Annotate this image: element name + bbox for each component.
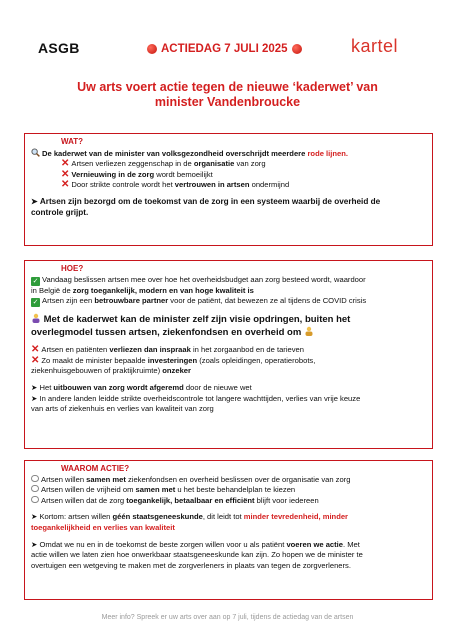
list-item: ✕ Door strikte controle wordt het vertrouwen in artsen ondermijnd [61, 179, 290, 191]
event-banner [147, 43, 302, 55]
list-item: Artsen willen samen met ziekenfondsen en overheid beslissen over de organisatie van zorg [31, 475, 426, 486]
hoe-statement: Met de kaderwet kan de minister zelf zijn visie opdringen, buiten het [31, 313, 426, 326]
list-item: Artsen willen de vrijheid om samen met u het beste behandelplan te kiezen [31, 485, 426, 496]
header [0, 0, 455, 70]
arrow-icon: ➤ [31, 512, 40, 522]
list-item: Artsen willen dat de zorg toegankelijk, betaalbaar en efficiënt blijft voor iedereen [31, 496, 426, 507]
arrow-icon: ➤ [31, 196, 40, 206]
section-hoe [24, 260, 433, 449]
check-icon: ✓ [32, 299, 39, 307]
waarom-closing-3: overtuigen een wetgeving te maken met de zorgverleners in plaats van tegen de zorgverleners. [31, 560, 351, 570]
cross-icon: ✕ [61, 179, 70, 191]
hoe-statement-2: overlegmodel tussen artsen, ziekenfondsen en overheid om [31, 326, 426, 339]
cross-icon: ✕ [31, 344, 40, 356]
wat-intro: De kaderwet van de minister van volksgezondheid overschrijdt meerdere rode lijnen. [31, 148, 426, 160]
list-item: ✕ Vernieuwing in de zorg wordt bemoeilijkt [61, 168, 213, 180]
section-wat [24, 133, 433, 246]
page-title: Uw arts voert actie tegen de nieuwe ‘kaderwet’ van minister Vandenbroucke [77, 80, 378, 109]
hoe-cross-2: ✕ Zo maakt de minister bepaalde investeringen (zoals opleidingen, operatierobots, [31, 354, 316, 366]
arrow-icon: ➤ [31, 393, 40, 403]
arrow-icon: ➤ [31, 539, 40, 549]
person-icon [31, 313, 41, 323]
speech-bubble-icon [31, 475, 39, 482]
red-circle-icon [292, 44, 302, 54]
hoe-paragraph-1: ✓ Vandaag beslissen artsen mee over hoe het overheidsbudget aan zorg besteed wordt, waardoor [32, 274, 366, 285]
section-heading: WAAROM ACTIE? [61, 464, 130, 473]
cross-icon: ✕ [31, 354, 40, 366]
waarom-kortom: ➤ Kortom: artsen willen géén staatsgeneeskunde, dit leidt tot minder tevredenheid, minder [31, 512, 349, 522]
wat-conclusion-2: controle grijpt. [31, 207, 89, 217]
speech-bubble-icon [31, 485, 39, 492]
cross-icon: ✕ [61, 158, 70, 170]
event-label: ACTIEDAG 7 JULI 2025 [161, 43, 288, 55]
list-item: ✕ Artsen verliezen zeggenschap in de organisatie van zorg [61, 158, 266, 170]
section-waarom [24, 460, 433, 600]
section-heading: HOE? [61, 264, 84, 273]
cross-icon: ✕ [61, 168, 70, 180]
wat-conclusion: ➤ Artsen zijn bezorgd om de toekomst van de zorg in een systeem waarbij de overheid de [31, 196, 381, 206]
hoe-arrow-1: ➤ Het uitbouwen van zorg wordt afgeremd door de nieuwe wet [31, 382, 252, 392]
hoe-arrow-2: ➤ In andere landen leidde strikte overheidscontrole tot langere wachttijden, verlies van vrije keuze [31, 393, 361, 403]
hoe-cross-2b: ziekenhuisgebouwen of praktijkruimte) onzeker [31, 366, 191, 376]
waarom-closing: ➤ Omdat we nu en in de toekomst de beste zorgen willen voor u als patiënt voeren we actie. Met [31, 539, 360, 549]
section-heading: WAT? [61, 137, 84, 146]
kartel-logo: kartel [351, 36, 399, 56]
waarom-kortom-2: toegankelijkheid en verlies van kwaliteit [31, 522, 175, 532]
speech-bubble-icon [31, 496, 39, 503]
waarom-closing-2: actie willen we laten zien hoe onwerkbaar staatsgeneeskunde kan zijn. Zo hopen we de minister te [31, 550, 363, 560]
asgb-logo: ASGB [38, 40, 80, 56]
hoe-paragraph-2: ✓ Artsen zijn een betrouwbare partner voor de patiënt, dat bewezen ze al tijdens de COVID crisis [32, 296, 367, 307]
hoe-arrow-2b: van arts of ziekenhuis en verlies van kwaliteit van zorg [31, 404, 214, 414]
arrow-icon: ➤ [31, 382, 40, 392]
check-icon: ✓ [32, 277, 39, 285]
person-icon [304, 326, 314, 336]
hoe-cross-1: ✕ Artsen en patiënten verliezen dan inspraak in het zorgaanbod en de tarieven [31, 344, 304, 356]
red-circle-icon [147, 44, 157, 54]
hoe-paragraph-1b: in België de zorg toegankelijk, modern en van hoge kwaliteit is [31, 285, 254, 295]
footer-note: Meer info? Spreek er uw arts over aan op 7 juli, tijdens de actiedag van de artsen [101, 614, 354, 621]
magnifier-icon [31, 148, 40, 157]
